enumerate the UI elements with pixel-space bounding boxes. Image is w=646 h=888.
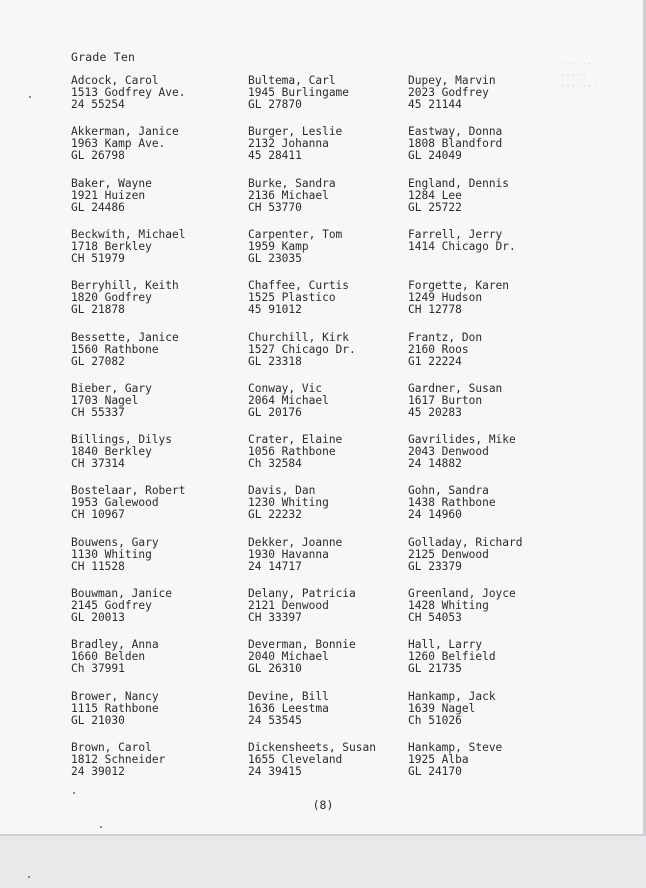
entry-phone: GL 25722: [408, 200, 462, 214]
entry-address: 1513 Godfrey Ave.: [71, 85, 186, 99]
entry-phone: 24 55254: [71, 97, 125, 111]
entry-address: 1130 Whiting: [71, 547, 152, 561]
directory-entry: [248, 537, 342, 572]
entry-address: 2023 Godfrey: [408, 85, 489, 99]
entry-name: Crater, Elaine: [248, 433, 343, 446]
entry-name: Greenland, Joyce: [408, 587, 516, 600]
entry-name: Chaffee, Curtis: [248, 279, 350, 292]
entry-name: Bouwens, Gary: [71, 536, 159, 549]
entry-name: Adcock, Carol: [71, 74, 159, 87]
directory-entry: [408, 229, 516, 253]
entry-phone: CH 54053: [408, 610, 462, 624]
entry-address: 1639 Nagel: [408, 701, 476, 715]
entry-name: Baker, Wayne: [71, 177, 152, 190]
entry-name: Deverman, Bonnie: [248, 638, 356, 651]
entry-name: Bouwman, Janice: [71, 587, 173, 600]
directory-entry: [408, 742, 502, 777]
directory-entry: [71, 126, 179, 161]
entry-name: England, Dennis: [408, 177, 510, 190]
entry-name: Hankamp, Steve: [408, 741, 503, 754]
entry-name: Bostelaar, Robert: [71, 484, 186, 497]
entry-phone: GL 20013: [71, 610, 125, 624]
directory-entry: [71, 639, 159, 674]
entry-phone: CH 33397: [248, 610, 302, 624]
entry-phone: GL 27082: [71, 354, 125, 368]
directory-entry: [248, 332, 356, 367]
entry-name: Conway, Vic: [248, 382, 323, 395]
page-heading: Grade Ten: [71, 50, 136, 64]
entry-address: 1438 Rathbone: [408, 495, 496, 509]
entry-phone: GL 24170: [408, 764, 462, 778]
entry-address: 2132 Johanna: [248, 136, 329, 150]
entry-address: 2064 Michael: [248, 393, 329, 407]
entry-phone: CH 10967: [71, 507, 125, 521]
page-number: (8): [312, 798, 334, 812]
entry-address: 1921 Huizen: [71, 188, 146, 202]
entry-name: Frantz, Don: [408, 331, 483, 344]
entry-name: Billings, Dilys: [71, 433, 173, 446]
entry-name: Devine, Bill: [248, 690, 329, 703]
entry-address: 1636 Leestma: [248, 701, 329, 715]
entry-phone: GL 21878: [71, 302, 125, 316]
directory-entry: [248, 229, 342, 264]
directory-entry: [71, 383, 152, 418]
entry-name: Gavrilides, Mike: [408, 433, 516, 446]
entry-address: 1617 Burton: [408, 393, 483, 407]
directory-entry: [248, 742, 376, 777]
entry-name: Hall, Larry: [408, 638, 483, 651]
entry-address: 1655 Cleveland: [248, 752, 343, 766]
entry-phone: 24 14960: [408, 507, 462, 521]
entry-address: 1840 Berkley: [71, 444, 152, 458]
entry-address: 1249 Hudson: [408, 290, 483, 304]
directory-entry: [71, 75, 186, 110]
entry-name: Eastway, Donna: [408, 125, 503, 138]
entry-phone: GL 22232: [248, 507, 302, 521]
directory-entry: [71, 537, 159, 572]
entry-name: Akkerman, Janice: [71, 125, 179, 138]
entry-address: 1718 Berkley: [71, 239, 152, 253]
directory-entry: [408, 434, 516, 469]
entry-phone: CH 12778: [408, 302, 462, 316]
directory-entry: [71, 588, 172, 623]
directory-entry: [71, 178, 152, 213]
entry-name: Berryhill, Keith: [71, 279, 179, 292]
directory-entry: [408, 485, 496, 520]
directory-entry: [248, 434, 342, 469]
entry-phone: 45 28411: [248, 148, 302, 162]
directory-entry: [248, 126, 342, 161]
entry-phone: GL 26310: [248, 661, 302, 675]
entry-address: 1527 Chicago Dr.: [248, 342, 356, 356]
entry-name: Brower, Nancy: [71, 690, 159, 703]
entry-phone: Ch 37991: [71, 661, 125, 675]
entry-name: Beckwith, Michael: [71, 228, 186, 241]
entry-address: 2136 Michael: [248, 188, 329, 202]
directory-entry: [408, 126, 502, 161]
entry-phone: 24 14717: [248, 559, 302, 573]
directory-entry: [408, 639, 496, 674]
entry-address: 1808 Blandford: [408, 136, 503, 150]
scan-speck: [28, 876, 30, 878]
entry-phone: 24 39012: [71, 764, 125, 778]
directory-entry: [71, 434, 172, 469]
entry-address: 1930 Havanna: [248, 547, 329, 561]
paper-speck: [29, 96, 31, 98]
entry-address: 1230 Whiting: [248, 495, 329, 509]
directory-entry: [71, 229, 186, 264]
entry-address: 1945 Burlingame: [248, 85, 350, 99]
directory-entry: [408, 537, 523, 572]
directory-entry: [248, 485, 329, 520]
entry-name: Gardner, Susan: [408, 382, 503, 395]
entry-address: 1260 Belfield: [408, 649, 496, 663]
entry-address: 2040 Michael: [248, 649, 329, 663]
entry-name: Bultema, Carl: [248, 74, 336, 87]
entry-address: 1953 Galewood: [71, 495, 159, 509]
entry-name: Gohn, Sandra: [408, 484, 489, 497]
directory-entry: [71, 332, 179, 367]
entry-address: 1414 Chicago Dr.: [408, 239, 516, 253]
entry-phone: CH 53770: [248, 200, 302, 214]
entry-name: Burger, Leslie: [248, 125, 343, 138]
entry-phone: G1 22224: [408, 354, 462, 368]
entry-phone: 24 14882: [408, 456, 462, 470]
entry-name: Dupey, Marvin: [408, 74, 496, 87]
entry-phone: GL 24486: [71, 200, 125, 214]
entry-address: 2121 Denwood: [248, 598, 329, 612]
entry-name: Burke, Sandra: [248, 177, 336, 190]
directory-entry: [248, 639, 356, 674]
directory-entry: [248, 383, 329, 418]
entry-phone: CH 37314: [71, 456, 125, 470]
entry-phone: GL 23318: [248, 354, 302, 368]
entry-address: 1525 Plastico: [248, 290, 336, 304]
entry-name: Churchill, Kirk: [248, 331, 350, 344]
entry-name: Dekker, Joanne: [248, 536, 343, 549]
entry-address: 1820 Godfrey: [71, 290, 152, 304]
directory-entry: [71, 485, 186, 520]
entry-address: 1660 Belden: [71, 649, 146, 663]
entry-address: 1056 Rathbone: [248, 444, 336, 458]
entry-address: 1428 Whiting: [408, 598, 489, 612]
directory-entry: [248, 75, 349, 110]
entry-name: Delany, Patricia: [248, 587, 356, 600]
entry-address: 2160 Roos: [408, 342, 469, 356]
directory-entry: [408, 332, 482, 367]
entry-address: 1963 Kamp Ave.: [71, 136, 166, 150]
entry-phone: 45 20283: [408, 405, 462, 419]
paper-speck: [73, 792, 75, 794]
entry-address: 1703 Nagel: [71, 393, 139, 407]
directory-entry: [71, 742, 165, 777]
entry-phone: GL 23035: [248, 251, 302, 265]
entry-phone: GL 24049: [408, 148, 462, 162]
entry-phone: Ch 32584: [248, 456, 302, 470]
entry-name: Davis, Dan: [248, 484, 316, 497]
entry-phone: 24 53545: [248, 713, 302, 727]
entry-phone: 45 21144: [408, 97, 462, 111]
directory-entry: [408, 691, 496, 726]
directory-entry: [71, 691, 159, 726]
directory-entry: [408, 383, 502, 418]
directory-entry: [408, 280, 509, 315]
directory-entry: [71, 280, 179, 315]
entry-phone: GL 23379: [408, 559, 462, 573]
entry-name: Bradley, Anna: [71, 638, 159, 651]
directory-entry: [408, 75, 496, 110]
entry-address: 2125 Denwood: [408, 547, 489, 561]
entry-name: Golladay, Richard: [408, 536, 523, 549]
entry-name: Bieber, Gary: [71, 382, 152, 395]
entry-phone: GL 21735: [408, 661, 462, 675]
entry-address: 1959 Kamp: [248, 239, 309, 253]
paper-speck: [100, 826, 102, 828]
entry-name: Carpenter, Tom: [248, 228, 343, 241]
entry-address: 2145 Godfrey: [71, 598, 152, 612]
entry-phone: GL 20176: [248, 405, 302, 419]
directory-entry: [248, 588, 356, 623]
entry-name: Farrell, Jerry: [408, 228, 503, 241]
entry-phone: GL 21030: [71, 713, 125, 727]
entry-name: Bessette, Janice: [71, 331, 179, 344]
entry-phone: 24 39415: [248, 764, 302, 778]
entry-name: Dickensheets, Susan: [248, 741, 376, 754]
entry-address: 2043 Denwood: [408, 444, 489, 458]
entry-address: 1812 Schneider: [71, 752, 166, 766]
entry-name: Forgette, Karen: [408, 279, 510, 292]
entry-phone: CH 55337: [71, 405, 125, 419]
entry-phone: GL 26798: [71, 148, 125, 162]
entry-phone: CH 51979: [71, 251, 125, 265]
entry-phone: CH 11528: [71, 559, 125, 573]
entry-address: 1115 Rathbone: [71, 701, 159, 715]
entry-address: 1560 Rathbone: [71, 342, 159, 356]
show-through-text: ······· ····· ·······: [560, 60, 598, 92]
directory-entry: [248, 280, 349, 315]
entry-phone: 45 91012: [248, 302, 302, 316]
entry-address: 1284 Lee: [408, 188, 462, 202]
entry-name: Brown, Carol: [71, 741, 152, 754]
directory-entry: [248, 691, 329, 726]
entry-name: Hankamp, Jack: [408, 690, 496, 703]
entry-address: 1925 Alba: [408, 752, 469, 766]
directory-entry: [408, 588, 516, 623]
directory-entry: [408, 178, 509, 213]
directory-entry: [248, 178, 336, 213]
entry-phone: GL 27870: [248, 97, 302, 111]
entry-phone: Ch 51026: [408, 713, 462, 727]
